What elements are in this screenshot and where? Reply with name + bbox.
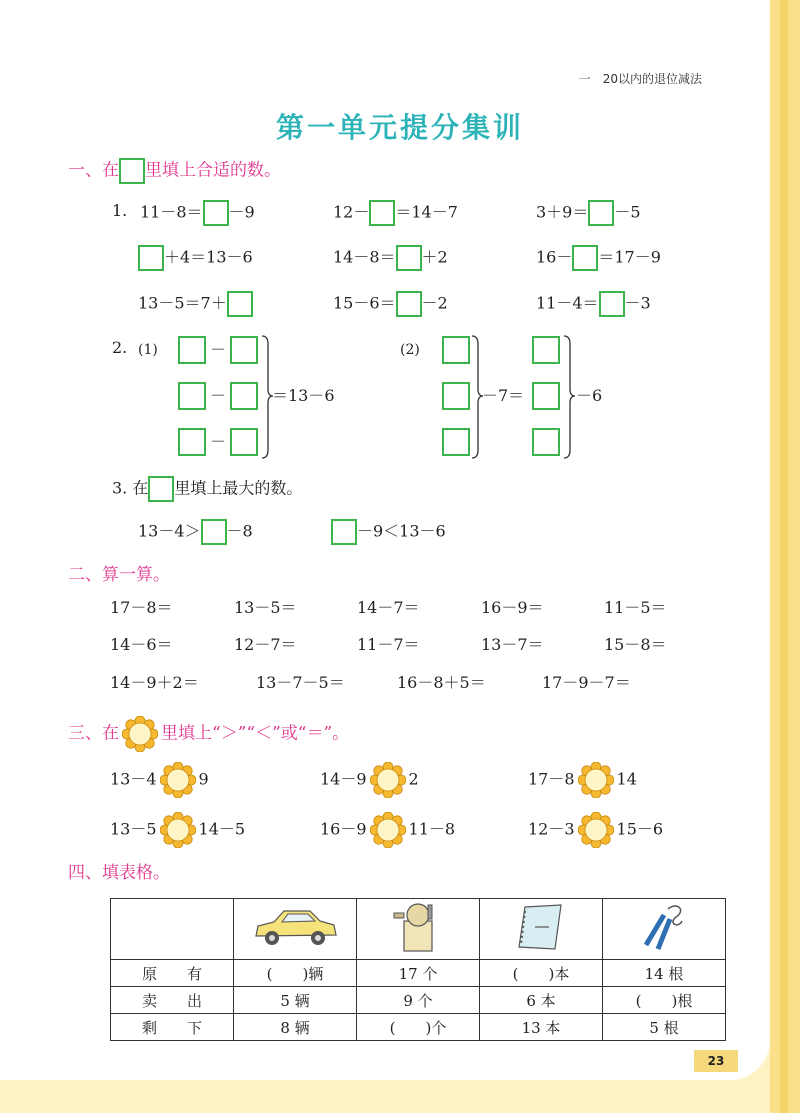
q2-part2-result: －6 — [576, 386, 603, 405]
chapter-label: 一 20以内的退位减法 — [578, 72, 702, 86]
q2-part1-result: ＝13－6 — [272, 386, 335, 405]
table-row — [111, 960, 726, 987]
inequality: －9＜13－6 — [331, 519, 446, 545]
calc-item: 11－7＝ — [357, 635, 420, 654]
right-brace — [562, 334, 576, 460]
equation: ＋4＝13－6 — [138, 245, 253, 271]
answer-box[interactable] — [230, 336, 258, 364]
answer-box[interactable] — [572, 245, 598, 271]
table-row — [111, 987, 726, 1014]
table-cell: 13 本 — [480, 1014, 603, 1041]
answer-box[interactable] — [396, 245, 422, 271]
equation: 11－8＝ －9 — [140, 200, 255, 226]
table-cell[interactable]: ( )辆 — [234, 960, 357, 987]
equation: 14－8＝ ＋2 — [333, 245, 448, 271]
q2-number: 2. — [112, 338, 128, 357]
sun-circle-icon — [122, 716, 158, 752]
minus-sign: － — [210, 340, 227, 359]
table-image-cell — [603, 899, 726, 960]
table-corner-cell — [111, 899, 234, 960]
table-cell: 14 根 — [603, 960, 726, 987]
table-cell[interactable]: ( )根 — [603, 987, 726, 1014]
table-cell: 5 辆 — [234, 987, 357, 1014]
answer-box[interactable] — [599, 291, 625, 317]
minus-sign: － — [210, 386, 227, 405]
sun-answer-icon[interactable] — [370, 812, 406, 848]
section-4-heading: 四、填表格。 — [68, 863, 170, 883]
answer-box[interactable] — [396, 291, 422, 317]
table-cell: 17 个 — [357, 960, 480, 987]
calc-item: 13－5＝ — [234, 598, 297, 617]
answer-box[interactable] — [442, 428, 470, 456]
answer-box[interactable] — [532, 428, 560, 456]
q2-part2-label: (2) — [400, 342, 420, 358]
section-2-heading: 二、算一算。 — [68, 565, 170, 585]
calc-item: 17－8＝ — [110, 598, 173, 617]
notebook-icon — [511, 899, 571, 955]
sun-answer-icon[interactable] — [578, 812, 614, 848]
calc-item: 13－7＝ — [481, 635, 544, 654]
calc-item: 17－9－7＝ — [542, 673, 631, 692]
heading-text: 一、在 — [68, 160, 119, 181]
row-label: 卖 出 — [111, 987, 234, 1014]
answer-box[interactable] — [230, 428, 258, 456]
equation: 15－6＝ －2 — [333, 291, 448, 317]
car-icon — [250, 902, 340, 952]
answer-box[interactable] — [532, 382, 560, 410]
heading-text: 里填上合适的数。 — [145, 160, 281, 181]
calc-item: 13－7－5＝ — [256, 673, 345, 692]
table-cell: 5 根 — [603, 1014, 726, 1041]
calc-item: 14－9＋2＝ — [110, 673, 199, 692]
answer-box[interactable] — [203, 200, 229, 226]
answer-box[interactable] — [201, 519, 227, 545]
page-title: 第一单元提分集训 — [275, 111, 524, 144]
answer-box[interactable] — [532, 336, 560, 364]
page-edge-stripe-inner — [780, 0, 788, 1113]
answer-box[interactable] — [442, 382, 470, 410]
pencil-sharpener-icon — [388, 899, 448, 955]
table-image-row — [111, 899, 726, 960]
answer-box[interactable] — [442, 336, 470, 364]
row-label: 剩 下 — [111, 1014, 234, 1041]
page-number: 23 — [694, 1050, 738, 1072]
q1-number: 1. — [112, 201, 128, 220]
answer-box[interactable] — [230, 382, 258, 410]
answer-box[interactable] — [588, 200, 614, 226]
row-label: 原 有 — [111, 960, 234, 987]
equation: 16－ ＝17－9 — [536, 245, 661, 271]
answer-box[interactable] — [178, 428, 206, 456]
answer-box[interactable] — [178, 382, 206, 410]
table-image-cell — [234, 899, 357, 960]
table-image-cell — [480, 899, 603, 960]
calc-item: 15－8＝ — [604, 635, 667, 654]
compare-item: 13－5 14－5 — [110, 812, 245, 848]
jump-rope-icon — [634, 899, 694, 955]
table-cell[interactable]: ( )个 — [357, 1014, 480, 1041]
calc-item: 12－7＝ — [234, 635, 297, 654]
calc-item: 14－6＝ — [110, 635, 173, 654]
section-1-heading — [68, 158, 281, 184]
equation: 12－ ＝14－7 — [333, 200, 458, 226]
answer-box[interactable] — [138, 245, 164, 271]
sun-answer-icon[interactable] — [160, 812, 196, 848]
table-cell[interactable]: ( )本 — [480, 960, 603, 987]
answer-box[interactable] — [119, 158, 145, 184]
table-cell: 6 本 — [480, 987, 603, 1014]
compare-item: 12－3 15－6 — [528, 812, 663, 848]
answer-box[interactable] — [369, 200, 395, 226]
section-3-heading: 三、在 里填上“＞”“＜”或“＝”。 — [68, 716, 349, 752]
answer-box[interactable] — [178, 336, 206, 364]
table-cell: 9 个 — [357, 987, 480, 1014]
inequality: 13－4＞ －8 — [138, 519, 253, 545]
inventory-table — [110, 898, 726, 1041]
equation: 3＋9＝ －5 — [536, 200, 641, 226]
q2-part1-label: (1) — [138, 342, 158, 358]
calc-item: 16－8＋5＝ — [397, 673, 486, 692]
sun-answer-icon[interactable] — [578, 762, 614, 798]
sun-answer-icon[interactable] — [160, 762, 196, 798]
compare-item: 13－4 9 — [110, 762, 209, 798]
table-row — [111, 1014, 726, 1041]
table-cell: 8 辆 — [234, 1014, 357, 1041]
compare-item: 17－8 14 — [528, 762, 637, 798]
answer-box[interactable] — [331, 519, 357, 545]
compare-item: 16－9 11－8 — [320, 812, 455, 848]
q3-line: 3. 在 里填上最大的数。 — [112, 476, 302, 502]
calc-item: 16－9＝ — [481, 598, 544, 617]
q2-part2-mid: －7＝ — [482, 386, 525, 405]
equation: 11－4＝ －3 — [536, 291, 651, 317]
answer-box[interactable] — [148, 476, 174, 502]
compare-item: 14－9 2 — [320, 762, 419, 798]
calc-item: 11－5＝ — [604, 598, 667, 617]
sun-answer-icon[interactable] — [370, 762, 406, 798]
table-image-cell — [357, 899, 480, 960]
minus-sign: － — [210, 432, 227, 451]
equation: 13－5＝7＋ — [138, 291, 253, 317]
calc-item: 14－7＝ — [357, 598, 420, 617]
answer-box[interactable] — [227, 291, 253, 317]
